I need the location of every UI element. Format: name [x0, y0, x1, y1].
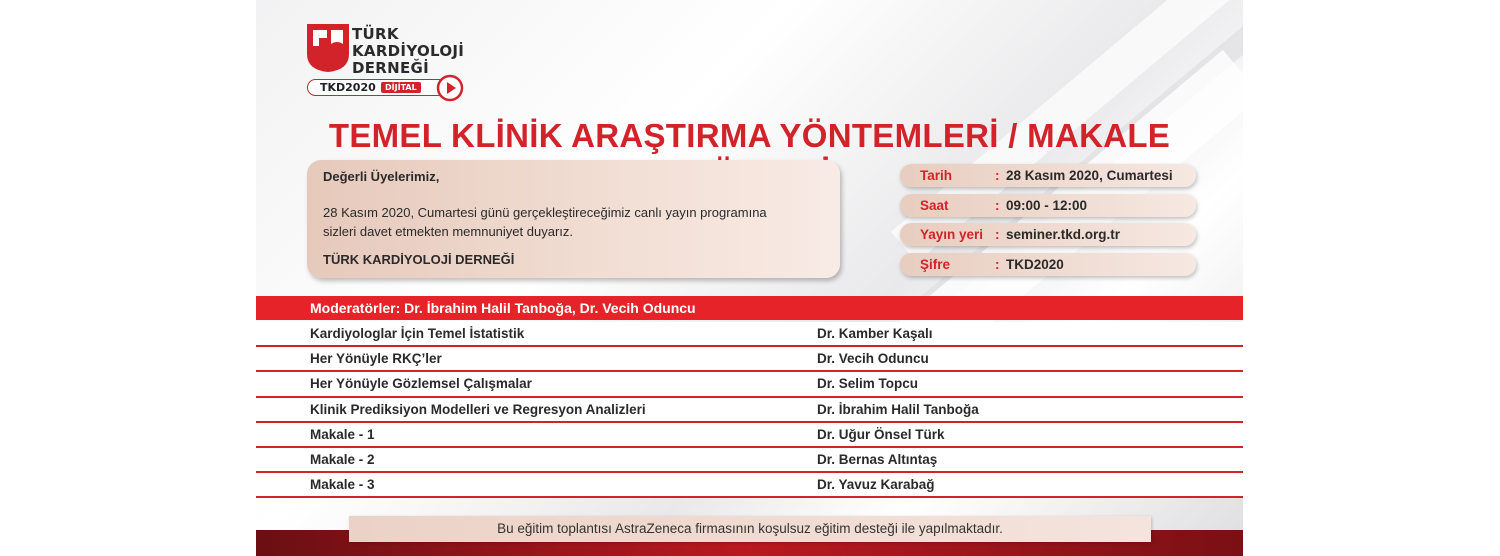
- signature: TÜRK KARDİYOLOJİ DERNEĞİ: [323, 252, 515, 267]
- session-topic: Klinik Prediksiyon Modelleri ve Regresyon Analizleri: [310, 401, 646, 417]
- table-row: [256, 347, 1243, 372]
- info-label: Yayın yeri: [920, 227, 984, 242]
- info-colon: :: [995, 198, 1000, 213]
- info-label: Saat: [920, 198, 949, 213]
- invitation-letter: [307, 160, 840, 278]
- info-colon: :: [995, 227, 1000, 242]
- info-password: [900, 253, 1196, 276]
- heart-logo-icon: [307, 24, 349, 72]
- logo-line: TÜRK: [352, 25, 399, 43]
- announcement-card: [256, 0, 1243, 556]
- greeting: Değerli Üyelerimiz,: [323, 169, 440, 184]
- table-row: [256, 322, 1243, 347]
- info-colon: :: [995, 257, 1000, 272]
- invitation-text: 28 Kasım 2020, Cumartesi günü gerçekleştireceğimiz canlı yayın programına sizleri davet etmekten memnuniyet duyarız.: [323, 205, 767, 239]
- session-topic: Makale - 1: [310, 426, 375, 442]
- info-value: TKD2020: [1006, 257, 1064, 272]
- info-venue: [900, 223, 1196, 246]
- table-row: [256, 448, 1243, 473]
- event-badge: [307, 79, 449, 96]
- page-title: TEMEL KLİNİK ARAŞTIRMA YÖNTEMLERİ / MAKALE: [328, 117, 1171, 154]
- info-date: [900, 164, 1196, 187]
- tkd-logo: [307, 24, 477, 106]
- info-value: 09:00 - 12:00: [1006, 198, 1088, 213]
- badge-tag: DİJİTAL: [381, 82, 421, 93]
- info-value-link[interactable]: seminer.tkd.org.tr: [1006, 227, 1121, 242]
- session-topic: Kardiyologlar İçin Temel İstatistik: [310, 326, 525, 341]
- table-row: [256, 372, 1243, 397]
- badge-label: TKD2020: [320, 81, 376, 94]
- session-topic: Her Yönüyle RKÇ’ler: [310, 351, 442, 367]
- session-speaker: Dr. Uğur Önsel Türk: [817, 426, 945, 442]
- info-colon: :: [995, 168, 1000, 183]
- sponsor-note: Bu eğitim toplantısı AstraZeneca firmasının koşulsuz eğitim desteği ile yapılmaktadır.: [349, 516, 1151, 542]
- table-row: [256, 398, 1243, 423]
- program-table: [256, 322, 1243, 498]
- logo-wordmark: [352, 26, 464, 77]
- session-topic: Her Yönüyle Gözlemsel Çalışmalar: [310, 376, 532, 392]
- info-label: Şifre: [920, 257, 951, 272]
- logo-line: KARDİYOLOJİ: [352, 42, 465, 60]
- table-row: [256, 473, 1243, 498]
- session-topic: Makale - 3: [310, 477, 375, 493]
- session-speaker: Dr. Selim Topcu: [817, 376, 919, 392]
- session-topic: Makale - 2: [310, 451, 375, 467]
- session-speaker: Dr. Kamber Kaşalı: [817, 326, 933, 341]
- play-icon: [435, 73, 465, 103]
- info-value: 28 Kasım 2020, Cumartesi: [1006, 168, 1173, 183]
- table-row: [256, 423, 1243, 448]
- session-speaker: Dr. Vecih Oduncu: [817, 351, 929, 367]
- session-speaker: Dr. Yavuz Karabağ: [817, 477, 935, 493]
- info-time: [900, 194, 1196, 217]
- logo-line: DERNEĞİ: [352, 59, 430, 77]
- session-speaker: Dr. Bernas Altıntaş: [817, 451, 938, 467]
- info-label: Tarih: [920, 168, 953, 183]
- moderators-bar: Moderatörler: Dr. İbrahim Halil Tanboğa, Dr. Vecih Oduncu: [256, 296, 1243, 320]
- session-speaker: Dr. İbrahim Halil Tanboğa: [817, 401, 979, 417]
